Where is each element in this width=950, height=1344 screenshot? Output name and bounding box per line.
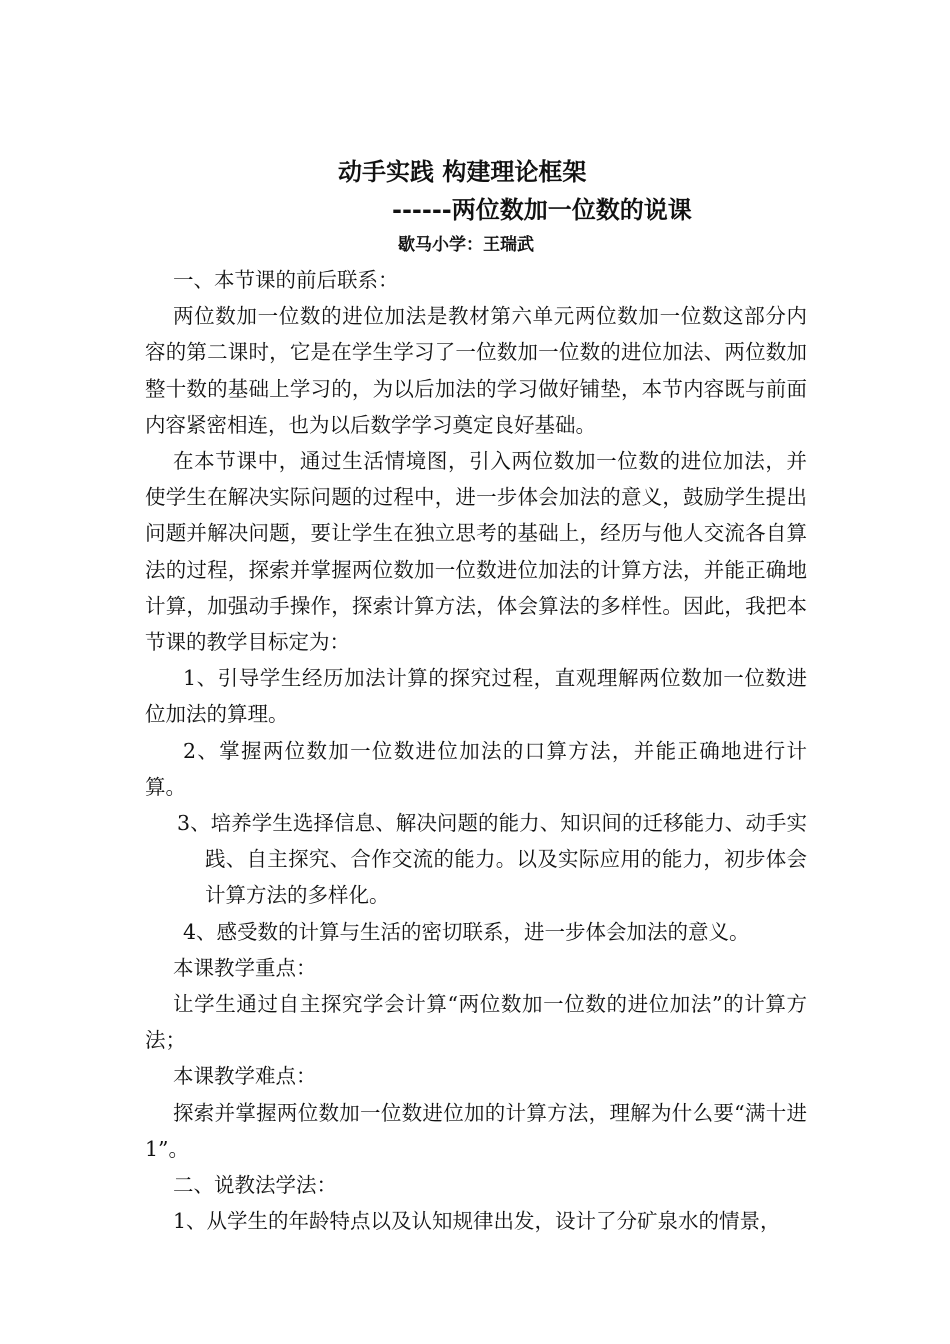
- document-body: [145, 262, 807, 1239]
- difficulty-text: 探索并掌握两位数加一位数进位加的计算方法，理解为什么要“满十进1”。: [145, 1100, 807, 1161]
- difficulty-heading: 本课教学难点：: [173, 1064, 317, 1089]
- goal-item-2: 2、掌握两位数加一位数进位加法的口算方法，并能正确地进行计算。: [145, 738, 807, 799]
- document-title: 动手实践 构建理论框架: [338, 158, 587, 186]
- paragraph-lesson: 在本节课中，通过生活情境图，引入两位数加一位数的进位加法，并使学生在解决实际问题的过程中，进一步体会加法的意义，鼓励学生提出问题并解决问题，要让学生在独立思考的基础上，经历与他人交流各自算法的过程，探索并掌握两位数加一位数进位加法的计算方法，并能正确地计算，加强动手操作，探索计算方法，体会算法的多样性。因此，我把本节课的教学目标定为：: [145, 449, 807, 655]
- goal-item-4: 4、感受数的计算与生活的密切联系，进一步体会加法的意义。: [183, 919, 750, 944]
- paragraph-context: 两位数加一位数的进位加法是教材第六单元两位数加一位数这部分内容的第二课时，它是在学生学习了一位数加一位数的进位加法、两位数加整十数的基础上学习的，为以后加法的学习做好铺垫，本节内容既与前面内容紧密相连，也为以后数学学习奠定良好基础。: [145, 304, 807, 437]
- key-point-heading: 本课教学重点：: [173, 955, 317, 980]
- section-heading-1: 一、本节课的前后联系：: [173, 268, 399, 292]
- goal-item-1: 1、引导学生经历加法计算的探究过程，直观理解两位数加一位数进位加法的算理。: [145, 666, 807, 727]
- section-heading-2: 二、说教法学法：: [173, 1173, 337, 1198]
- document-subtitle: ------两位数加一位数的说课: [392, 196, 692, 224]
- method-item-1: 1、从学生的年龄特点以及认知规律出发，设计了分矿泉水的情景，: [173, 1209, 781, 1234]
- key-point-text: 让学生通过自主探究学会计算“两位数加一位数的进位加法”的计算方法；: [145, 992, 807, 1053]
- goal-item-3: 3、培养学生选择信息、解决问题的能力、知识间的迁移能力、动手实践、自主探究、合作交流的能力。以及实际应用的能力，初步体会计算方法的多样化。: [177, 811, 807, 908]
- document-author: 歇马小学：王瑞武: [398, 235, 534, 255]
